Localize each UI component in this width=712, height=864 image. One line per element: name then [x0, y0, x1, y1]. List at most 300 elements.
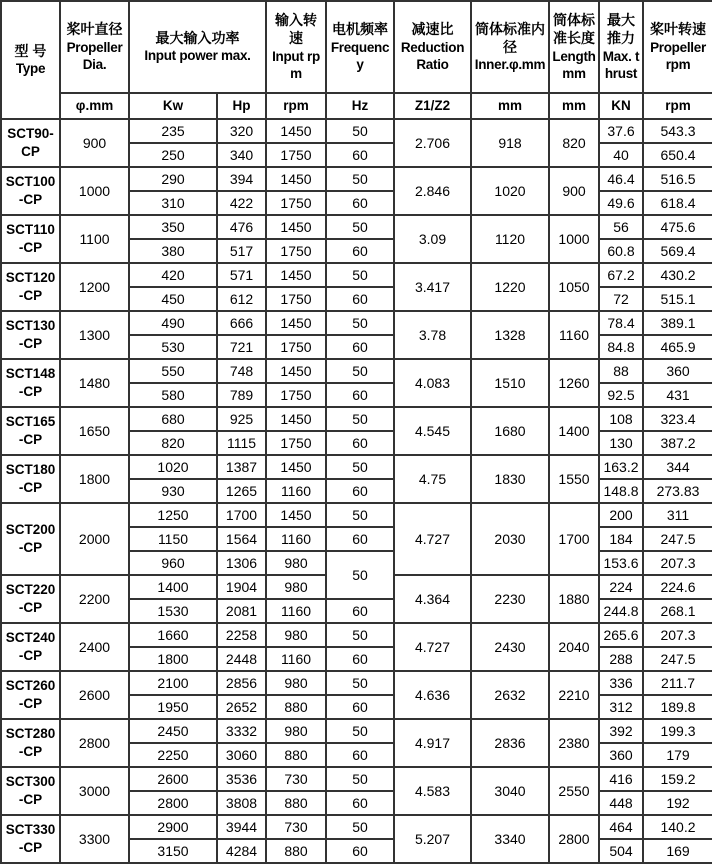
spec-row-sct90-cp-0 [1, 119, 712, 143]
cell-max-thrust: 448 [599, 791, 643, 815]
cell-type: SCT220-CP [1, 575, 60, 623]
cell-kw: 1020 [129, 455, 217, 479]
cell-hz: 50 [326, 623, 394, 647]
cell-max-thrust: 49.6 [599, 191, 643, 215]
cell-input-rpm: 1160 [266, 527, 326, 551]
cell-kw: 1150 [129, 527, 217, 551]
unit-hp-2: Hp [217, 93, 266, 119]
cell-propeller-rpm: 569.4 [643, 239, 712, 263]
cell-hz: 50 [326, 503, 394, 527]
unit-length-7: mm [549, 93, 599, 119]
cell-kw: 550 [129, 359, 217, 383]
cell-type: SCT130-CP [1, 311, 60, 359]
cell-max-thrust: 504 [599, 839, 643, 863]
spec-row-sct110-cp-0 [1, 215, 712, 239]
cell-input-rpm: 1450 [266, 407, 326, 431]
cell-input-rpm: 1450 [266, 311, 326, 335]
cell-type: SCT100-CP [1, 167, 60, 215]
cell-hp: 1115 [217, 431, 266, 455]
cell-hz: 50 [326, 167, 394, 191]
cell-propeller-rpm: 224.6 [643, 575, 712, 599]
cell-input-rpm: 1750 [266, 143, 326, 167]
cell-kw: 930 [129, 479, 217, 503]
cell-inner-dia: 2836 [471, 719, 549, 767]
cell-max-thrust: 108 [599, 407, 643, 431]
cell-hz: 60 [326, 431, 394, 455]
cell-propeller-dia: 2600 [60, 671, 129, 719]
cell-propeller-rpm: 199.3 [643, 719, 712, 743]
cell-hz: 50 [326, 311, 394, 335]
cell-hz: 50 [326, 719, 394, 743]
cell-type: SCT300-CP [1, 767, 60, 815]
cell-max-thrust: 72 [599, 287, 643, 311]
cell-max-thrust: 46.4 [599, 167, 643, 191]
cell-max-thrust: 60.8 [599, 239, 643, 263]
col-header-input-power-en: Input power max. [144, 48, 251, 64]
cell-propeller-rpm: 360 [643, 359, 712, 383]
col-header-propeller-rpm [643, 1, 712, 93]
cell-input-rpm: 1160 [266, 647, 326, 671]
cell-reduction-ratio: 3.78 [394, 311, 471, 359]
col-header-input-rpm-en: Input rpm [272, 48, 320, 82]
cell-hp: 394 [217, 167, 266, 191]
cell-inner-dia: 3340 [471, 815, 549, 863]
cell-input-rpm: 1450 [266, 119, 326, 143]
cell-length: 2210 [549, 671, 599, 719]
spec-row-sct240-cp-0 [1, 623, 712, 647]
cell-propeller-dia: 1200 [60, 263, 129, 311]
col-header-length [549, 1, 599, 93]
cell-kw: 580 [129, 383, 217, 407]
cell-propeller-dia: 2800 [60, 719, 129, 767]
cell-hz: 50 [326, 767, 394, 791]
cell-propeller-dia: 900 [60, 119, 129, 167]
col-header-frequency-zh: 电机频率 [332, 21, 388, 38]
unit-inner-dia-6: mm [471, 93, 549, 119]
cell-reduction-ratio: 5.207 [394, 815, 471, 863]
cell-hp: 320 [217, 119, 266, 143]
cell-reduction-ratio: 4.727 [394, 623, 471, 671]
cell-hz: 50 [326, 359, 394, 383]
cell-propeller-rpm: 475.6 [643, 215, 712, 239]
cell-type: SCT148-CP [1, 359, 60, 407]
cell-propeller-rpm: 211.7 [643, 671, 712, 695]
cell-input-rpm: 1450 [266, 455, 326, 479]
cell-input-rpm: 980 [266, 575, 326, 599]
cell-length: 2550 [549, 767, 599, 815]
cell-kw: 490 [129, 311, 217, 335]
cell-max-thrust: 130 [599, 431, 643, 455]
cell-hz: 60 [326, 335, 394, 359]
cell-max-thrust: 148.8 [599, 479, 643, 503]
cell-hp: 789 [217, 383, 266, 407]
cell-propeller-dia: 1300 [60, 311, 129, 359]
cell-length: 1260 [549, 359, 599, 407]
cell-reduction-ratio: 3.09 [394, 215, 471, 263]
cell-propeller-rpm: 179 [643, 743, 712, 767]
cell-inner-dia: 1220 [471, 263, 549, 311]
unit-kw-1: Kw [129, 93, 217, 119]
spec-row-sct100-cp-0 [1, 167, 712, 191]
cell-reduction-ratio: 4.583 [394, 767, 471, 815]
cell-input-rpm: 1450 [266, 503, 326, 527]
cell-hp: 925 [217, 407, 266, 431]
cell-propeller-rpm: 516.5 [643, 167, 712, 191]
cell-max-thrust: 88 [599, 359, 643, 383]
cell-type: SCT165-CP [1, 407, 60, 455]
spec-row-sct130-cp-0 [1, 311, 712, 335]
cell-input-rpm: 880 [266, 743, 326, 767]
cell-propeller-rpm: 189.8 [643, 695, 712, 719]
cell-input-rpm: 1750 [266, 335, 326, 359]
cell-input-rpm: 1160 [266, 599, 326, 623]
cell-inner-dia: 1830 [471, 455, 549, 503]
cell-reduction-ratio: 2.706 [394, 119, 471, 167]
col-header-type-en: Type [15, 61, 46, 77]
cell-hz: 60 [326, 479, 394, 503]
cell-reduction-ratio: 3.417 [394, 263, 471, 311]
cell-type: SCT180-CP [1, 455, 60, 503]
cell-propeller-rpm: 273.83 [643, 479, 712, 503]
cell-type: SCT240-CP [1, 623, 60, 671]
cell-propeller-rpm: 207.3 [643, 551, 712, 575]
col-header-propeller-rpm-zh: 桨叶转速 [650, 21, 706, 38]
cell-length: 1160 [549, 311, 599, 359]
cell-input-rpm: 880 [266, 791, 326, 815]
cell-hp: 3808 [217, 791, 266, 815]
cell-hp: 340 [217, 143, 266, 167]
cell-hz: 50 [326, 215, 394, 239]
cell-propeller-dia: 3300 [60, 815, 129, 863]
cell-propeller-dia: 1100 [60, 215, 129, 263]
cell-length: 1550 [549, 455, 599, 503]
cell-input-rpm: 1750 [266, 239, 326, 263]
cell-hz: 50 [326, 815, 394, 839]
cell-input-rpm: 730 [266, 815, 326, 839]
cell-length: 1050 [549, 263, 599, 311]
cell-propeller-rpm: 159.2 [643, 767, 712, 791]
spec-row-sct148-cp-0 [1, 359, 712, 383]
cell-inner-dia: 2030 [471, 503, 549, 575]
cell-length: 900 [549, 167, 599, 215]
cell-hz: 60 [326, 287, 394, 311]
cell-input-rpm: 980 [266, 671, 326, 695]
cell-input-rpm: 1750 [266, 431, 326, 455]
cell-hp: 1306 [217, 551, 266, 575]
header-row-units [1, 93, 712, 119]
cell-kw: 530 [129, 335, 217, 359]
cell-propeller-rpm: 207.3 [643, 623, 712, 647]
cell-propeller-rpm: 140.2 [643, 815, 712, 839]
cell-hp: 1700 [217, 503, 266, 527]
cell-propeller-rpm: 431 [643, 383, 712, 407]
spec-row-sct300-cp-0 [1, 767, 712, 791]
cell-length: 2040 [549, 623, 599, 671]
cell-max-thrust: 78.4 [599, 311, 643, 335]
cell-max-thrust: 244.8 [599, 599, 643, 623]
cell-propeller-dia: 2400 [60, 623, 129, 671]
cell-hz: 60 [326, 743, 394, 767]
cell-max-thrust: 288 [599, 647, 643, 671]
cell-input-rpm: 1750 [266, 383, 326, 407]
spec-row-sct280-cp-0 [1, 719, 712, 743]
cell-hp: 666 [217, 311, 266, 335]
cell-hz: 60 [326, 599, 394, 623]
cell-kw: 2250 [129, 743, 217, 767]
cell-hp: 2081 [217, 599, 266, 623]
cell-propeller-rpm: 247.5 [643, 647, 712, 671]
cell-propeller-rpm: 192 [643, 791, 712, 815]
cell-hz: 50 [326, 119, 394, 143]
cell-input-rpm: 980 [266, 623, 326, 647]
cell-reduction-ratio: 4.727 [394, 503, 471, 575]
cell-inner-dia: 3040 [471, 767, 549, 815]
cell-kw: 1530 [129, 599, 217, 623]
spec-row-sct165-cp-0 [1, 407, 712, 431]
cell-hp: 571 [217, 263, 266, 287]
cell-max-thrust: 67.2 [599, 263, 643, 287]
cell-hz: 50 [326, 407, 394, 431]
cell-hp: 2652 [217, 695, 266, 719]
col-header-propeller-dia-en: Propeller Dia. [66, 39, 123, 73]
cell-kw: 2600 [129, 767, 217, 791]
col-header-type [1, 1, 60, 119]
cell-inner-dia: 1680 [471, 407, 549, 455]
cell-hz: 60 [326, 839, 394, 863]
cell-type: SCT120-CP [1, 263, 60, 311]
cell-max-thrust: 360 [599, 743, 643, 767]
cell-inner-dia: 1510 [471, 359, 549, 407]
cell-propeller-rpm: 268.1 [643, 599, 712, 623]
col-header-length-en: Length mm [552, 48, 596, 82]
cell-hp: 517 [217, 239, 266, 263]
col-header-input-power [129, 1, 266, 93]
cell-inner-dia: 2632 [471, 671, 549, 719]
col-header-frequency [326, 1, 394, 93]
spec-row-sct180-cp-0 [1, 455, 712, 479]
cell-hz: 60 [326, 791, 394, 815]
cell-propeller-dia: 1480 [60, 359, 129, 407]
cell-input-rpm: 1450 [266, 359, 326, 383]
cell-propeller-dia: 1650 [60, 407, 129, 455]
cell-length: 820 [549, 119, 599, 167]
cell-propeller-rpm: 169 [643, 839, 712, 863]
spec-table-head [1, 1, 712, 119]
cell-inner-dia: 1328 [471, 311, 549, 359]
cell-kw: 380 [129, 239, 217, 263]
cell-propeller-rpm: 247.5 [643, 527, 712, 551]
cell-max-thrust: 153.6 [599, 551, 643, 575]
cell-propeller-rpm: 543.3 [643, 119, 712, 143]
cell-propeller-rpm: 389.1 [643, 311, 712, 335]
col-header-reduction-ratio-en: Reduction Ratio [400, 39, 465, 73]
cell-kw: 3150 [129, 839, 217, 863]
cell-type: SCT280-CP [1, 719, 60, 767]
cell-input-rpm: 1750 [266, 191, 326, 215]
cell-kw: 235 [129, 119, 217, 143]
cell-hz: 60 [326, 239, 394, 263]
cell-hp: 3332 [217, 719, 266, 743]
cell-hp: 612 [217, 287, 266, 311]
cell-kw: 1950 [129, 695, 217, 719]
cell-max-thrust: 40 [599, 143, 643, 167]
cell-hz: 60 [326, 527, 394, 551]
cell-input-rpm: 1450 [266, 167, 326, 191]
cell-hp: 4284 [217, 839, 266, 863]
cell-propeller-dia: 2200 [60, 575, 129, 623]
cell-propeller-rpm: 387.2 [643, 431, 712, 455]
col-header-propeller-dia [60, 1, 129, 93]
unit-input-rpm-3: rpm [266, 93, 326, 119]
cell-kw: 420 [129, 263, 217, 287]
cell-kw: 2800 [129, 791, 217, 815]
cell-max-thrust: 56 [599, 215, 643, 239]
cell-input-rpm: 880 [266, 839, 326, 863]
cell-propeller-dia: 3000 [60, 767, 129, 815]
cell-input-rpm: 1450 [266, 215, 326, 239]
cell-inner-dia: 918 [471, 119, 549, 167]
cell-kw: 450 [129, 287, 217, 311]
cell-max-thrust: 37.6 [599, 119, 643, 143]
cell-kw: 680 [129, 407, 217, 431]
cell-input-rpm: 1450 [266, 263, 326, 287]
unit-propeller-rpm-9: rpm [643, 93, 712, 119]
cell-kw: 1400 [129, 575, 217, 599]
cell-length: 2380 [549, 719, 599, 767]
cell-hz: 60 [326, 383, 394, 407]
cell-reduction-ratio: 4.917 [394, 719, 471, 767]
cell-inner-dia: 2430 [471, 623, 549, 671]
col-header-input-rpm [266, 1, 326, 93]
cell-hz: 60 [326, 695, 394, 719]
cell-hp: 3944 [217, 815, 266, 839]
spec-table-body [1, 119, 712, 863]
unit-reduction-ratio-5: Z1/Z2 [394, 93, 471, 119]
cell-max-thrust: 224 [599, 575, 643, 599]
col-header-max-thrust [599, 1, 643, 93]
cell-type: SCT330-CP [1, 815, 60, 863]
cell-input-rpm: 980 [266, 719, 326, 743]
cell-propeller-dia: 1800 [60, 455, 129, 503]
cell-hz: 50 [326, 263, 394, 287]
col-header-max-thrust-zh: 最大推力 [607, 12, 635, 47]
col-header-reduction-ratio [394, 1, 471, 93]
cell-kw: 820 [129, 431, 217, 455]
cell-type: SCT260-CP [1, 671, 60, 719]
col-header-frequency-en: Frequency [330, 39, 390, 73]
cell-hp: 1564 [217, 527, 266, 551]
cell-kw: 310 [129, 191, 217, 215]
col-header-reduction-ratio-zh: 减速比 [411, 21, 454, 38]
cell-hp: 1387 [217, 455, 266, 479]
cell-hp: 476 [217, 215, 266, 239]
col-header-length-zh: 筒体标准长度 [553, 12, 595, 47]
spec-row-sct330-cp-0 [1, 815, 712, 839]
unit-frequency-4: Hz [326, 93, 394, 119]
col-header-inner-dia-zh: 筒体标准内径 [475, 21, 545, 56]
cell-kw: 2100 [129, 671, 217, 695]
cell-max-thrust: 416 [599, 767, 643, 791]
cell-kw: 250 [129, 143, 217, 167]
cell-kw: 1800 [129, 647, 217, 671]
cell-kw: 1660 [129, 623, 217, 647]
cell-propeller-rpm: 650.4 [643, 143, 712, 167]
col-header-input-power-zh: 最大输入功率 [155, 30, 240, 47]
cell-hz: 50 [326, 551, 394, 599]
cell-reduction-ratio: 4.364 [394, 575, 471, 623]
cell-hp: 748 [217, 359, 266, 383]
cell-input-rpm: 1750 [266, 287, 326, 311]
col-header-propeller-dia-zh: 桨叶直径 [66, 21, 123, 38]
cell-propeller-rpm: 344 [643, 455, 712, 479]
cell-hp: 2856 [217, 671, 266, 695]
cell-reduction-ratio: 4.545 [394, 407, 471, 455]
cell-propeller-rpm: 515.1 [643, 287, 712, 311]
cell-reduction-ratio: 4.636 [394, 671, 471, 719]
cell-length: 1700 [549, 503, 599, 575]
cell-propeller-rpm: 430.2 [643, 263, 712, 287]
cell-hp: 3536 [217, 767, 266, 791]
cell-hp: 1265 [217, 479, 266, 503]
cell-type: SCT90-CP [1, 119, 60, 167]
cell-input-rpm: 980 [266, 551, 326, 575]
spec-row-sct120-cp-0 [1, 263, 712, 287]
cell-propeller-rpm: 618.4 [643, 191, 712, 215]
col-header-propeller-rpm-en: Propeller rpm [650, 39, 706, 73]
cell-kw: 1250 [129, 503, 217, 527]
cell-input-rpm: 1160 [266, 479, 326, 503]
cell-max-thrust: 92.5 [599, 383, 643, 407]
col-header-max-thrust-en: Max. thrust [602, 48, 640, 82]
cell-hp: 721 [217, 335, 266, 359]
cell-reduction-ratio: 4.083 [394, 359, 471, 407]
cell-length: 1400 [549, 407, 599, 455]
unit-propeller-dia-0: φ.mm [60, 93, 129, 119]
cell-length: 1880 [549, 575, 599, 623]
cell-propeller-dia: 1000 [60, 167, 129, 215]
cell-hp: 3060 [217, 743, 266, 767]
cell-hp: 2448 [217, 647, 266, 671]
cell-max-thrust: 84.8 [599, 335, 643, 359]
cell-kw: 2450 [129, 719, 217, 743]
cell-input-rpm: 730 [266, 767, 326, 791]
cell-type: SCT200-CP [1, 503, 60, 575]
cell-input-rpm: 880 [266, 695, 326, 719]
cell-hp: 422 [217, 191, 266, 215]
cell-propeller-dia: 2000 [60, 503, 129, 575]
cell-kw: 290 [129, 167, 217, 191]
spec-row-sct260-cp-0 [1, 671, 712, 695]
cell-type: SCT110-CP [1, 215, 60, 263]
cell-hz: 60 [326, 647, 394, 671]
header-row-main [1, 1, 712, 93]
cell-length: 2800 [549, 815, 599, 863]
cell-max-thrust: 163.2 [599, 455, 643, 479]
cell-length: 1000 [549, 215, 599, 263]
cell-hp: 2258 [217, 623, 266, 647]
cell-max-thrust: 200 [599, 503, 643, 527]
cell-kw: 2900 [129, 815, 217, 839]
cell-max-thrust: 265.6 [599, 623, 643, 647]
cell-max-thrust: 392 [599, 719, 643, 743]
cell-max-thrust: 464 [599, 815, 643, 839]
spec-row-sct200-cp-0 [1, 503, 712, 527]
cell-max-thrust: 312 [599, 695, 643, 719]
cell-max-thrust: 336 [599, 671, 643, 695]
cell-inner-dia: 1020 [471, 167, 549, 215]
cell-hp: 1904 [217, 575, 266, 599]
cell-inner-dia: 1120 [471, 215, 549, 263]
